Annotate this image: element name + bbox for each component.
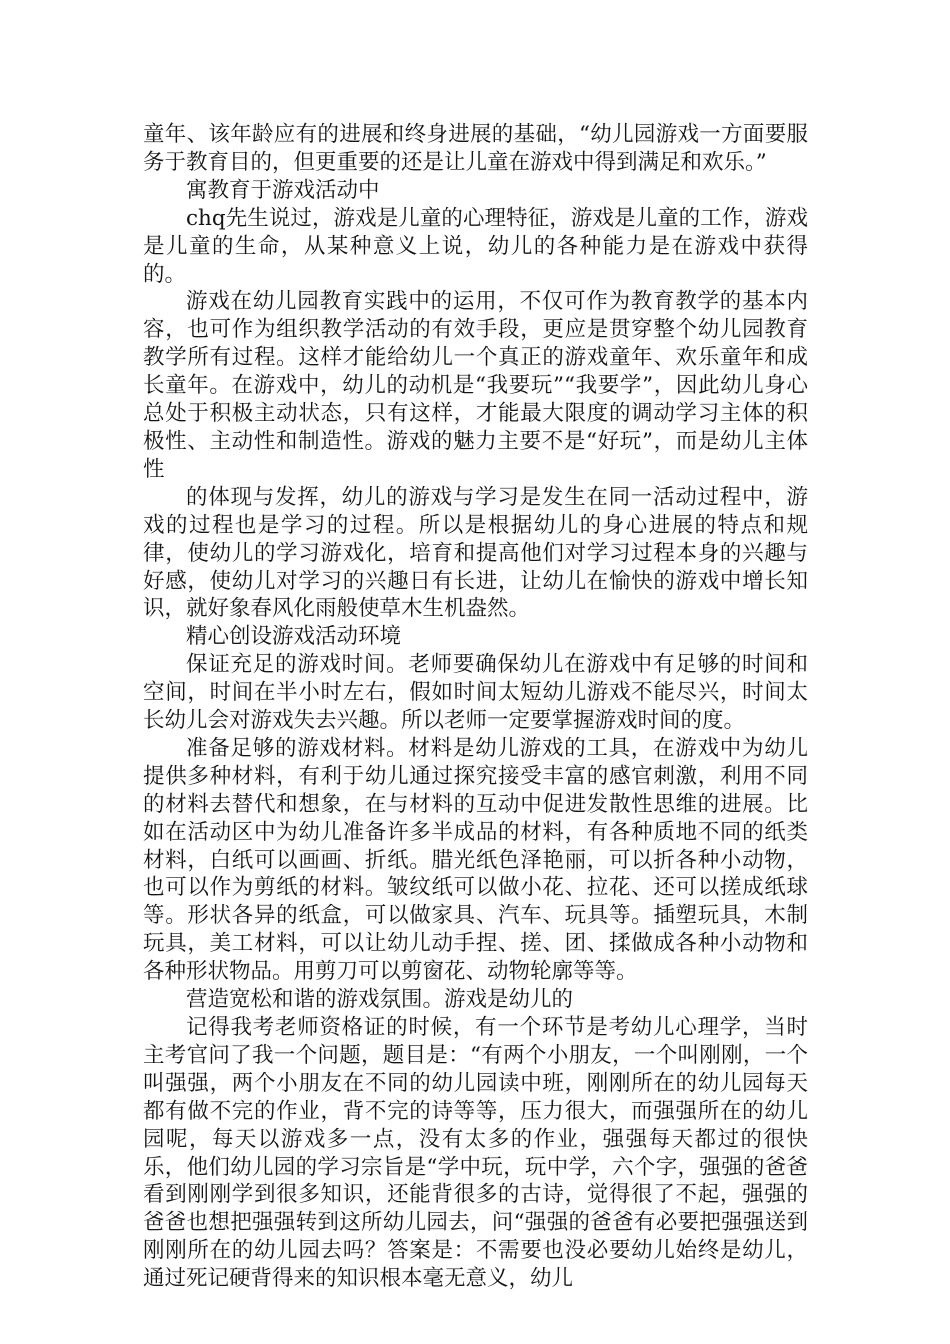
paragraph-intro-continuation: 童年、该年龄应有的进展和终身进展的基础，“幼儿园游戏一方面要服务于教育目的，但更重要的还是让儿童在游戏中得到满足和欢乐。”	[143, 122, 808, 175]
paragraph-game-materials: 准备足够的游戏材料。材料是幼儿游戏的工具，在游戏中为幼儿提供多种材料，有利于幼儿通过探究接受丰富的感官刺激，利用不同的材料去替代和想象，在与材料的互动中促进发散性思维的进展。比如在活动区中为幼儿准备许多半成品的材料，有各种质地不同的纸类材料，白纸可以画画、折纸。腊光纸色泽艳丽，可以折各种小动物，也可以作为剪纸的材料。皱纹纸可以做小花、拉花、还可以搓成纸球等。形状各异的纸盒，可以做家具、汽车、玩具等。插塑玩具，木制玩具，美工材料，可以让幼儿动手捏、搓、团、揉做成各种小动物和各种形状物品。用剪刀可以剪窗花、动物轮廓等等。	[143, 735, 808, 985]
section-heading-play-education: 寓教育于游戏活动中	[186, 177, 380, 203]
paragraph-game-time: 保证充足的游戏时间。老师要确保幼儿在游戏中有足够的时间和空间，时间在半小时左右，假如时间太短幼儿游戏不能尽兴，时间太长幼儿会对游戏失去兴趣。所以老师一定要掌握游戏时间的度。	[143, 652, 808, 734]
paragraph-game-learning: 的体现与发挥，幼儿的游戏与学习是发生在同一活动过程中，游戏的过程也是学习的过程。所以是根据幼儿的身心进展的特点和规律，使幼儿的学习游戏化，培育和提高他们对学习过程本身的兴趣与好感，使幼儿对学习的兴趣日有长进，让幼儿在愉快的游戏中增长知识，就好象春风化雨般使草木生机盎然。	[143, 484, 808, 622]
paragraph-teacher-exam-story: 记得我考老师资格证的时候，有一个环节是考幼儿心理学，当时主考官问了我一个问题，题目是：“有两个小朋友，一个叫刚刚，一个叫强强，两个小朋友在不同的幼儿园读中班，刚刚所在的幼儿园每天都有做不完的作业，背不完的诗等等，压力很大，而强强所在的幼儿园呢，每天以游戏多一点，没有太多的作业，强强每天都过的很快乐，他们幼儿园的学习宗旨是“学中玩，玩中学，六个字，强强的爸爸看到刚刚学到很多知识，还能背很多的古诗，觉得很了不起，强强的爸爸也想把强强转到这所幼儿园去，问“强强的爸爸有必要把强强送到刚刚所在的幼儿园去吗？答案是：不需要也没必要幼儿始终是幼儿，通过死记硬背得来的知识根本毫无意义，幼儿	[143, 1015, 808, 1292]
paragraph-game-practice: 游戏在幼儿园教育实践中的运用，不仅可作为教育教学的基本内容，也可作为组织教学活动的有效手段，更应是贯穿整个幼儿园教育教学所有过程。这样才能给幼儿一个真正的游戏童年、欢乐童年和成长童年。在游戏中，幼儿的动机是“我要玩”“我要学”，因此幼儿身心总处于积极主动状态，只有这样，才能最大限度的调动学习主体的积极性、主动性和制造性。游戏的魅力主要不是“好玩”，而是幼儿主体性	[143, 289, 809, 482]
document-body	[143, 121, 808, 1293]
section-heading-environment: 精心创设游戏活动环境	[186, 624, 402, 650]
section-heading-atmosphere: 营造宽松和谐的游戏氛围。游戏是幼儿的	[186, 987, 574, 1013]
paragraph-quote: chq先生说过，游戏是儿童的心理特征，游戏是儿童的工作，游戏是儿童的生命，从某种意义上说，幼儿的各种能力是在游戏中获得的。	[143, 205, 808, 287]
